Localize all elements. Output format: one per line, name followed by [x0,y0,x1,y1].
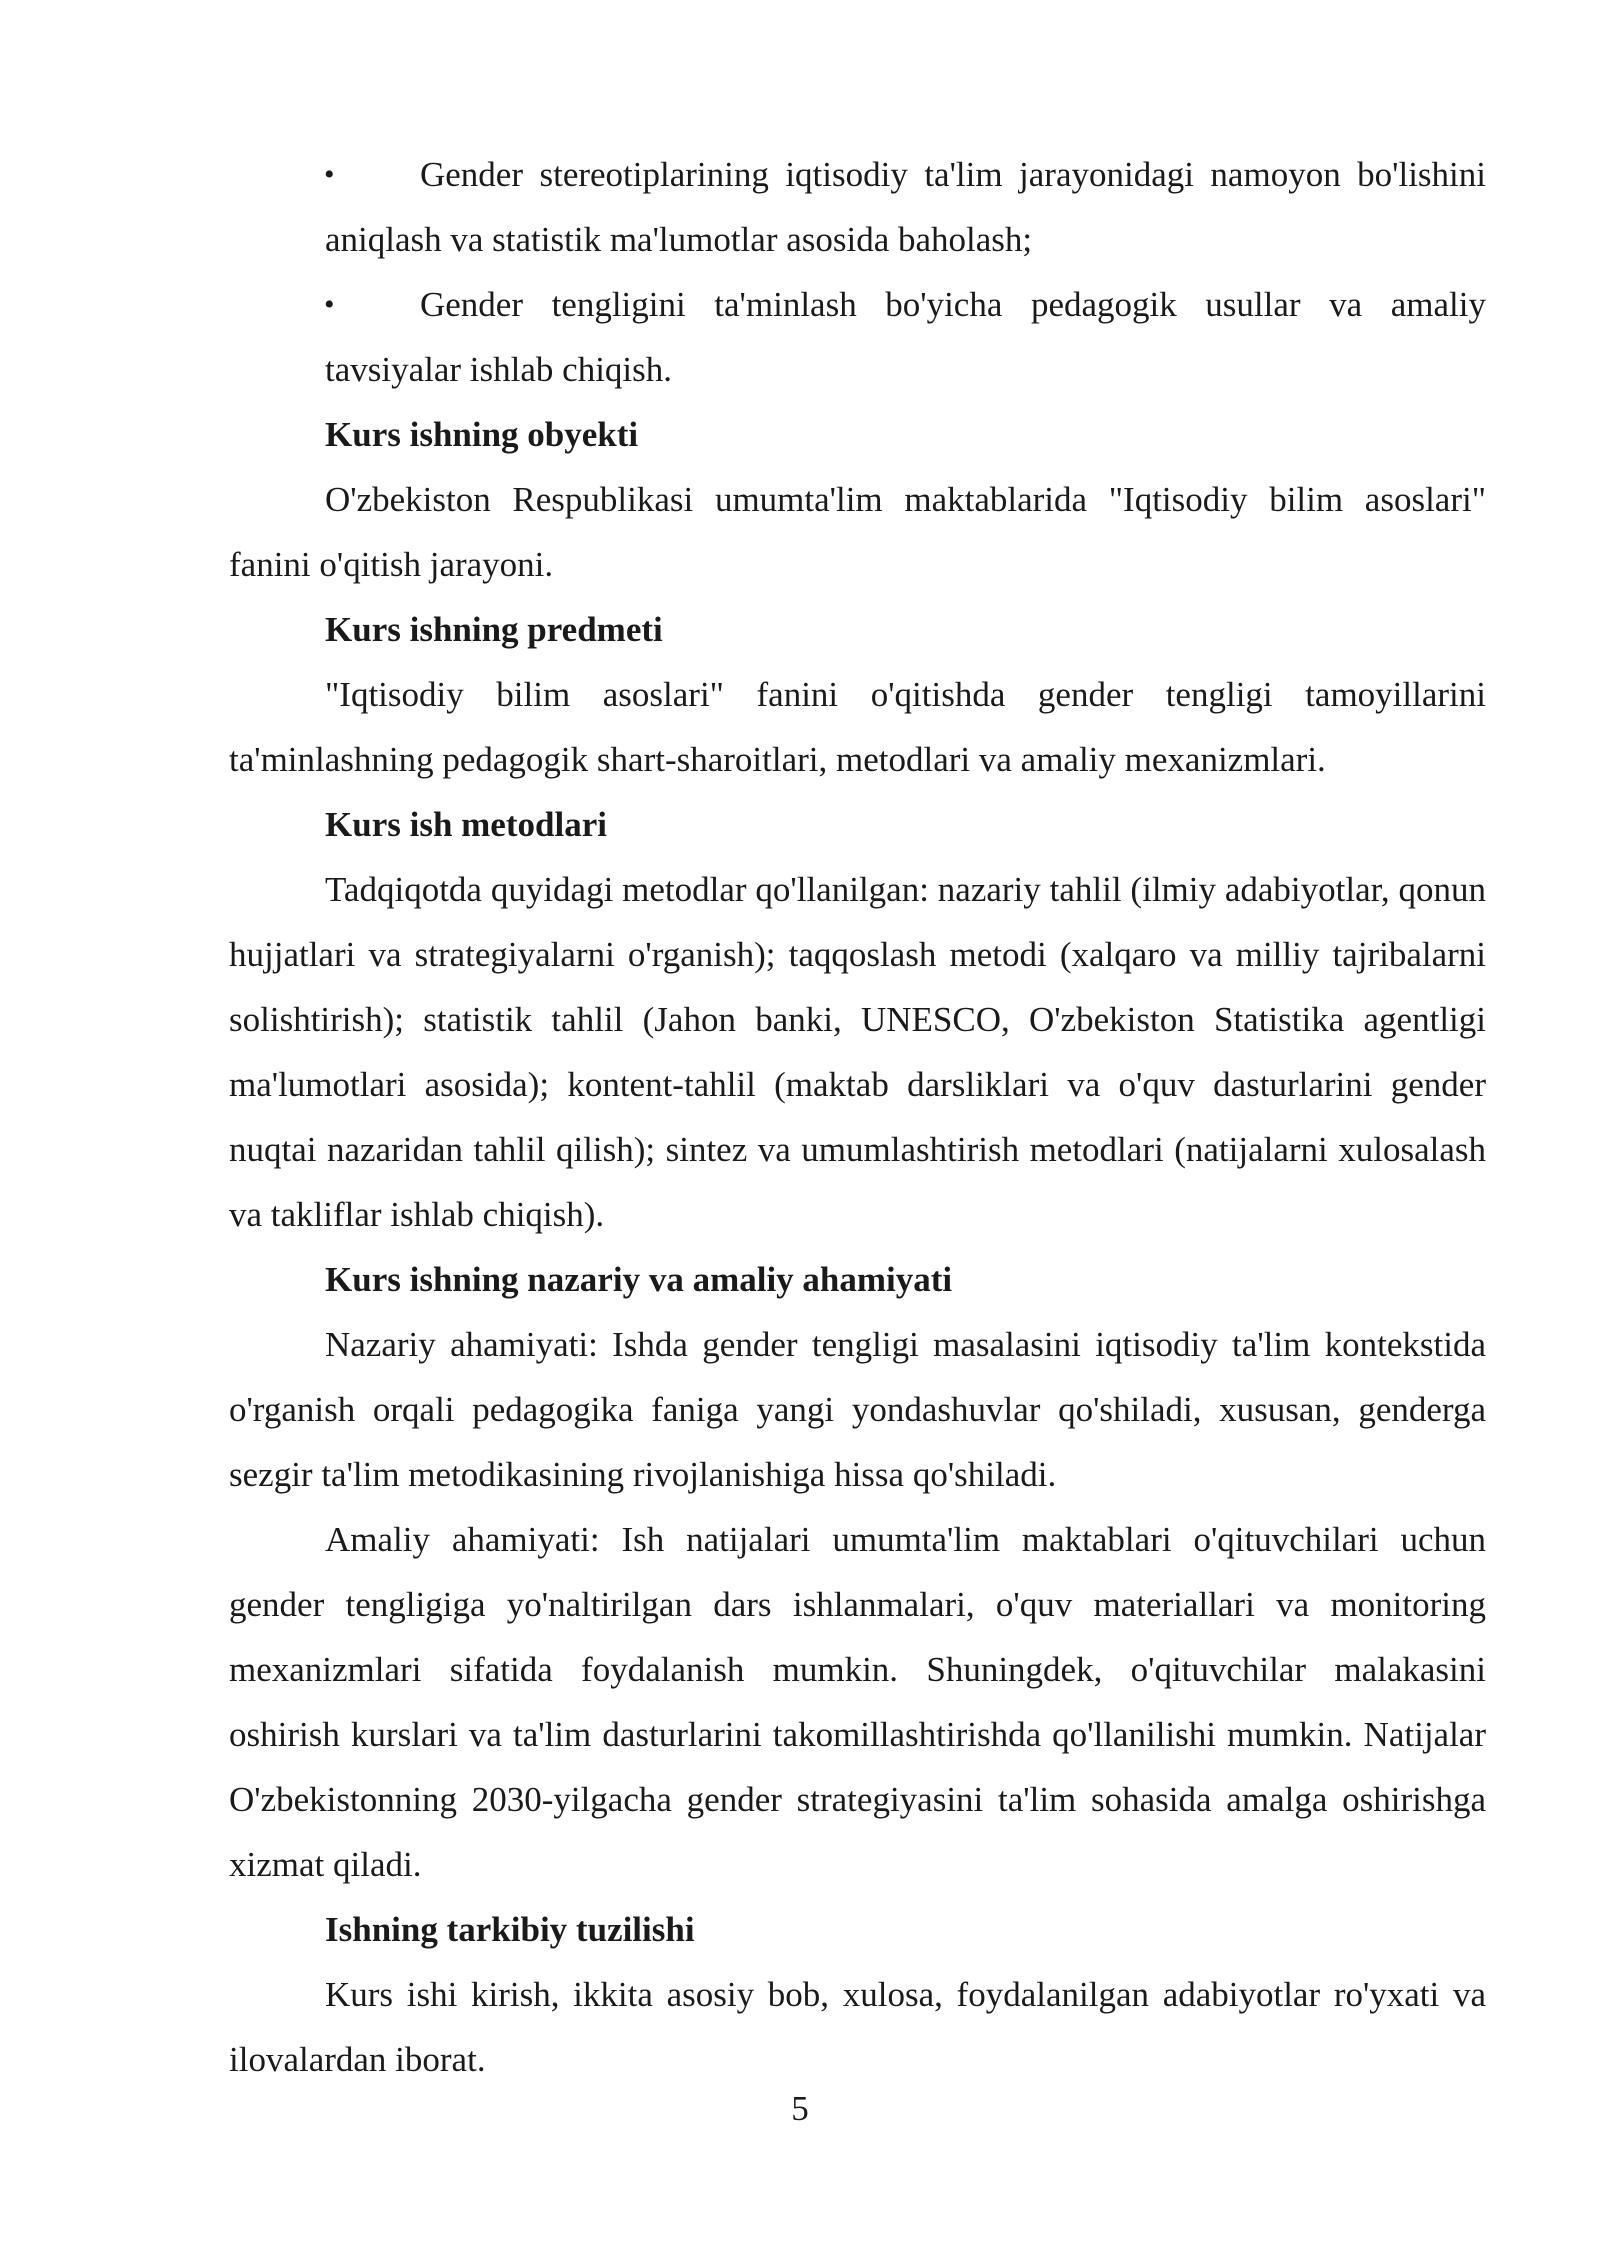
section-heading-significance: Kurs ishning nazariy va amaliy ahamiyati [325,1260,953,1299]
paragraph: Nazariy ahamiyati: Ishda gender tengligi masalasini iqtisodiy ta'lim kontekstida o'rganish orqali pedagogika faniga yangi yondashuvlar qo'shiladi, xususan, genderga sezgir ta'lim metodikasining rivojlanishiga hissa qo'shiladi. [229,1325,1486,1494]
bullet-text: Gender stereotiplarining iqtisodiy ta'lim jarayonidagi namoyon bo'lishini aniqlash va statistik ma'lumotlar asosida baholash; [325,155,1486,259]
bullet-dot-icon: • [324,158,335,191]
paragraph: O'zbekiston Respublikasi umumta'lim maktablarida "Iqtisodiy bilim asoslari" fanini o'qitish jarayoni. [229,480,1486,584]
bullet-item [229,142,1486,272]
paragraph: "Iqtisodiy bilim asoslari" fanini o'qitishda gender tengligi tamoyillarini ta'minlashning pedagogik shart-sharoitlari, metodlari va amaliy mexanizmlari. [229,675,1486,779]
paragraph: Kurs ishi kirish, ikkita asosiy bob, xulosa, foydalanilgan adabiyotlar ro'yxati va ilovalardan iborat. [229,1975,1486,2079]
section-heading-structure: Ishning tarkibiy tuzilishi [325,1910,695,1949]
document-body [229,142,1486,2092]
section-heading-methods: Kurs ish metodlari [325,805,607,844]
page-number: 5 [791,2089,809,2128]
bullet-dot-icon: • [324,288,335,321]
bullet-text: Gender tengligini ta'minlash bo'yicha pedagogik usullar va amaliy tavsiyalar ishlab chiqish. [325,285,1486,389]
bullet-item [229,272,1486,402]
section-heading-object: Kurs ishning obyekti [325,415,639,454]
paragraph: Tadqiqotda quyidagi metodlar qo'llanilgan: nazariy tahlil (ilmiy adabiyotlar, qonun hujjatlari va strategiyalarni o'rganish); taqqoslash metodi (xalqaro va milliy tajribalarni solishtirish); statistik tahlil (Jahon banki, UNESCO, O'zbekiston Statistika agentligi ma'lumotlari asosida); kontent-tahlil (maktab darsliklari va o'quv dasturlarini gender nuqtai nazaridan tahlil qilish); sintez va umumlashtirish metodlari (natijalarni xulosalash va takliflar ishlab chiqish). [229,870,1486,1234]
paragraph: Amaliy ahamiyati: Ish natijalari umumta'lim maktablari o'qituvchilari uchun gender tengligiga yo'naltirilgan dars ishlanmalari, o'quv materiallari va monitoring mexanizmlari sifatida foydalanish mumkin. Shuningdek, o'qituvchilar malakasini oshirish kurslari va ta'lim dasturlarini takomillashtirishda qo'llanilishi mumkin. Natijalar O'zbekistonning 2030-yilgacha gender strategiyasini ta'lim sohasida amalga oshirishga xizmat qiladi. [229,1520,1486,1884]
section-heading-subject: Kurs ishning predmeti [325,610,663,649]
